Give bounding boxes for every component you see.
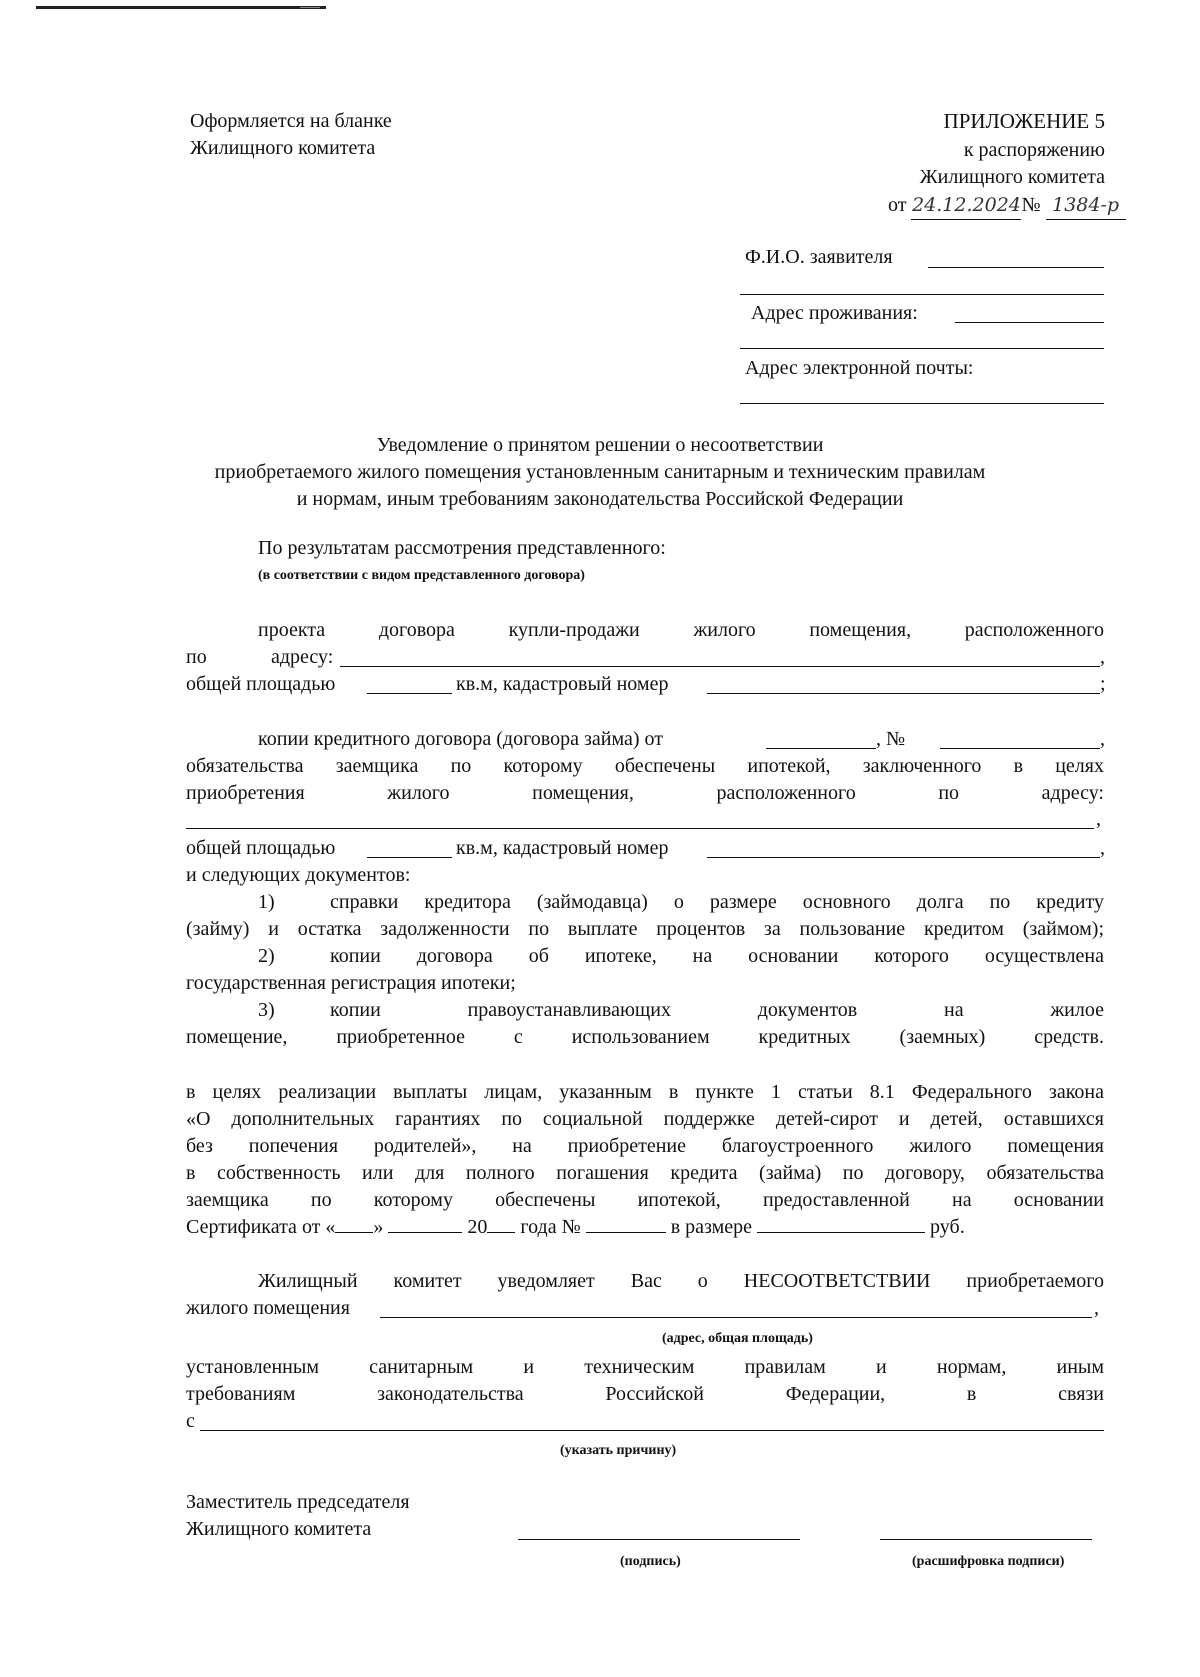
appendix-date-line [888,192,1126,220]
scan-top-rule [36,6,326,9]
option1-cadastral-field[interactable] [707,693,1100,694]
cert-quote-close: » [373,1216,384,1238]
applicant-name-field-2[interactable] [740,294,1104,295]
appendix-number-field [1046,192,1126,220]
notice-line2-end: , [1094,1297,1099,1319]
appendix-no-label: № [1021,194,1041,216]
cert-year-prefix: 20 [467,1216,488,1238]
appendix-title: ПРИЛОЖЕНИЕ 5 [943,109,1105,133]
form-note-line1: Оформляется на бланке [190,110,392,132]
option2-line2: обязательства заемщика по которому обеспечены ипотекой, заключенного в целях [186,755,1104,777]
cert-number-field[interactable] [586,1231,666,1233]
purpose-line1: в целях реализации выплаты лицам, указанным в пункте 1 статьи 8.1 Федерального закона [186,1081,1104,1103]
option2-docs-label: и следующих документов: [186,864,411,886]
document-1-num: 1) [258,891,275,913]
document-1-line1: справки кредитора (займодавца) о размере основного долга по кредиту [330,891,1104,913]
option1-area-label: общей площадью [186,673,336,695]
document-2-line1: копии договора об ипотеке, на основании которого осуществлена [330,945,1104,967]
signer-position-line1: Заместитель председателя [186,1491,410,1513]
intro-text: По результатам рассмотрения представленного: [258,537,666,559]
signature-field[interactable] [518,1539,800,1540]
option2-cadastral-field[interactable] [707,857,1100,858]
purpose-line5: заемщика по которому обеспечены ипотекой, предоставленной на основании [186,1189,1104,1211]
form-note-line2: Жилищного комитета [190,137,376,159]
appendix-date-value: 24.12.2024 [912,194,1021,216]
document-2-line2: государственная регистрация ипотеки; [186,972,516,994]
cert-amount-label: в размере [670,1216,753,1238]
option2-line3: приобретения жилого помещения, расположенного по адресу: [186,782,1104,804]
option2-number-field[interactable] [940,748,1100,749]
cert-label: Сертификата от « [186,1216,336,1238]
document-3-line1: копии правоустанавливающих документов на жилое [330,999,1104,1021]
option1-address-field[interactable] [340,666,1100,667]
option2-line1-start: копии кредитного договора (договора займа) от [258,728,663,750]
option2-date-field[interactable] [766,748,876,749]
title-line2: приобретаемого жилого помещения установленным санитарным и техническим правилам [214,461,986,483]
notice-line3: установленным санитарным и техническим правилам и нормам, иным [186,1356,1104,1378]
option2-area-unit: кв.м, кадастровый номер [456,837,669,859]
notice-line2-label: жилого помещения [186,1297,350,1319]
notice-line5-label: с [186,1410,195,1432]
applicant-name-field[interactable] [928,267,1104,268]
certificate-line [186,1214,965,1241]
option1-address-label: адресу: [271,646,334,668]
applicant-email-field[interactable] [740,403,1104,404]
option2-line4-end: , [1096,808,1101,830]
applicant-address-label: Адрес проживания: [751,302,918,324]
option1-area-field[interactable] [367,693,452,694]
applicant-name-label: Ф.И.О. заявителя [745,246,893,268]
option1-area-unit: кв.м, кадастровый номер [456,673,669,695]
notice-line1: Жилищный комитет уведомляет Вас о НЕСООТВЕТСТВИИ приобретаемого [258,1270,1104,1292]
notice-reason-field[interactable] [200,1430,1104,1431]
purpose-line2: «О дополнительных гарантиях по социальной поддержке детей-сирот и детей, оставшихся [186,1108,1104,1130]
option1-line2-start: по [186,646,207,668]
cert-month-field[interactable] [388,1231,462,1233]
signature-note: (подпись) [620,1554,681,1569]
signature-decode-field[interactable] [880,1539,1092,1540]
applicant-email-label: Адрес электронной почты: [745,357,974,379]
document-3-num: 3) [258,999,275,1021]
option1-line1: проекта договора купли-продажи жилого помещения, расположенного [258,619,1104,641]
notice-address-note: (адрес, общая площадь) [662,1331,813,1346]
option1-line2-end: , [1100,646,1105,668]
cert-year-field[interactable] [487,1231,515,1233]
notice-reason-note: (указать причину) [560,1443,677,1458]
option2-line1-no: , № [876,728,906,750]
appendix-date-field [911,192,1021,220]
appendix-line3: Жилищного комитета [919,166,1105,188]
applicant-address-field[interactable] [955,322,1104,323]
appendix-line2: к распоряжению [963,139,1105,161]
option2-area-label: общей площадью [186,837,336,859]
signer-position-line2: Жилищного комитета [186,1518,372,1540]
purpose-line4: в собственность или для полного погашения кредита (займа) по договору, обязательства [186,1162,1104,1184]
document-3-line2: помещение, приобретенное с использованием кредитных (заемных) средств. [186,1026,1104,1048]
option2-area-field[interactable] [367,857,452,858]
scan-top-rule-tail [300,7,320,8]
option2-address-field[interactable] [186,828,1094,829]
cert-currency: руб. [930,1216,965,1238]
title-line1: Уведомление о принятом решении о несоответствии [376,434,824,456]
intro-note: (в соответствии с видом представленного договора) [258,568,585,583]
appendix-from-label: от [888,194,907,216]
cert-day-field[interactable] [335,1231,373,1233]
document-1-line2: (займу) и остатка задолженности по выплате процентов за пользование кредитом (займом); [186,918,1104,940]
notice-line4: требованиям законодательства Российской Федерации, в связи [186,1383,1104,1405]
cert-amount-field[interactable] [757,1231,925,1233]
option2-line5-end: , [1100,837,1105,859]
notice-address-field[interactable] [380,1317,1092,1318]
appendix-number-value: 1384-р [1052,194,1120,216]
cert-year-label: года № [520,1216,581,1238]
option2-line1-end: , [1100,728,1105,750]
applicant-address-field-2[interactable] [740,348,1104,349]
title-line3: и нормам, иным требованиям законодательства Российской Федерации [296,488,904,510]
signature-decode-note: (расшифровка подписи) [912,1554,1065,1569]
option1-line3-end: ; [1100,673,1106,695]
document-2-num: 2) [258,945,275,967]
purpose-line3: без попечения родителей», на приобретение благоустроенного жилого помещения [186,1135,1104,1157]
